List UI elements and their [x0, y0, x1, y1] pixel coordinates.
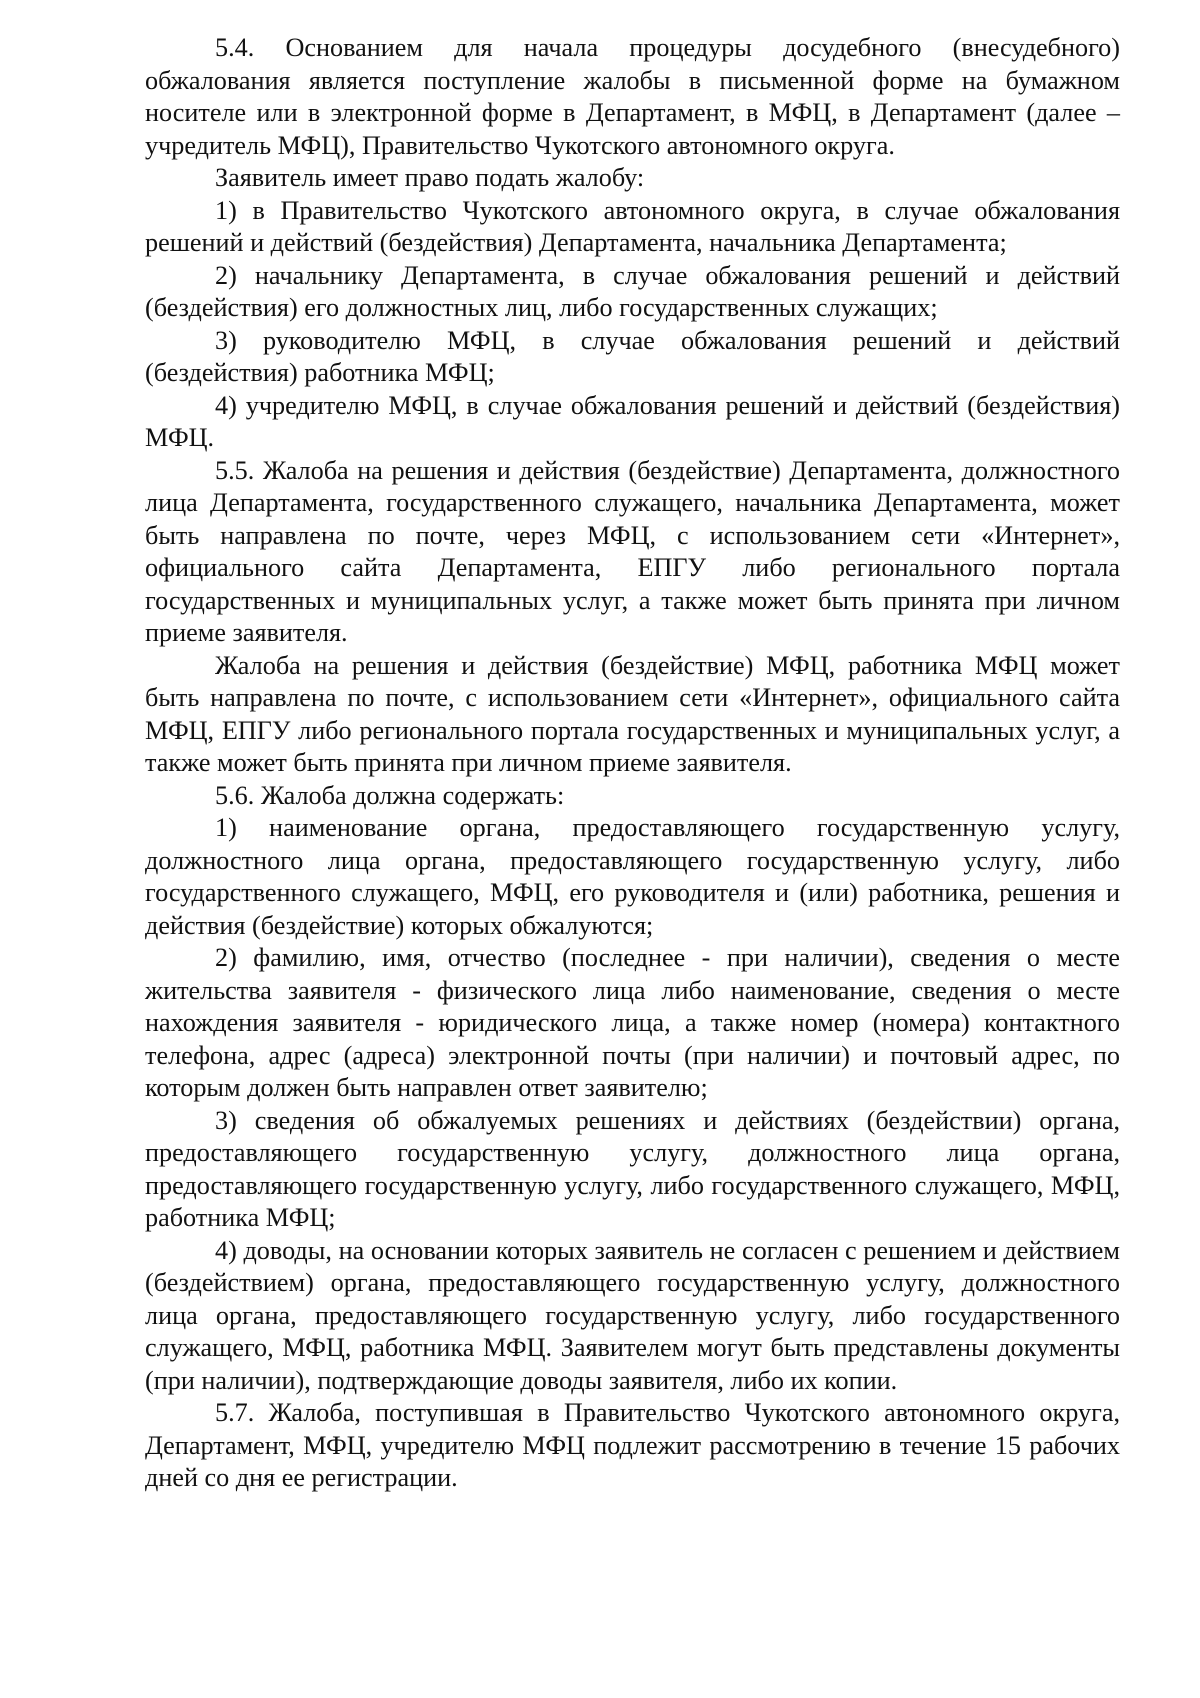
paragraph-content-item-1: 1) наименование органа, предоставляющего государственную услугу, должностного лица органа, предоставляющего государственную услугу, либо государственного служащего, МФЦ, его руководителя и (или) работника, решения и действия (бездействие) которых обжалуются;	[145, 813, 1120, 940]
paragraph-5-4: 5.4. Основанием для начала процедуры досудебного (внесудебного) обжалования является поступление жалобы в письменной форме на бумажном носителе или в электронной форме в Департамент, в МФЦ, в Департамент (далее – учредитель МФЦ), Правительство Чукотского автономного округа.	[145, 33, 1120, 160]
paragraph-right-item-1: 1) в Правительство Чукотского автономного округа, в случае обжалования решений и действий (бездействия) Департамента, начальника Департамента;	[145, 195, 1120, 257]
paragraph-applicant-right: Заявитель имеет право подать жалобу:	[215, 163, 645, 192]
paragraph-content-item-4: 4) доводы, на основании которых заявитель не согласен с решением и действием (бездействием) органа, предоставляющего государственную услугу, должностного лица органа, предоставляющего государственную услугу, либо государственного служащего, МФЦ, работника МФЦ. Заявителем могут быть представлены документы (при наличии), подтверждающие доводы заявителя, либо их копии.	[145, 1235, 1120, 1395]
paragraph-right-item-2: 2) начальнику Департамента, в случае обжалования решений и действий (бездействия) его должностных лиц, либо государственных служащих;	[145, 260, 1120, 322]
paragraph-right-item-3: 3) руководителю МФЦ, в случае обжалования решений и действий (бездействия) работника МФЦ;	[145, 325, 1120, 387]
paragraph-content-item-2: 2) фамилию, имя, отчество (последнее - при наличии), сведения о месте жительства заявителя - физического лица либо наименование, сведения о месте нахождения заявителя - юридического лица, а также номер (номера) контактного телефона, адрес (адреса) электронной почты (при наличии) и почтовый адрес, по которым должен быть направлен ответ заявителю;	[145, 943, 1120, 1102]
document-body	[145, 32, 1120, 1495]
paragraph-5-6: 5.6. Жалоба должна содержать:	[215, 780, 565, 810]
paragraph-mfc-complaint: Жалоба на решения и действия (бездействие) МФЦ, работника МФЦ может быть направлена по почте, с использованием сети «Интернет», официального сайта МФЦ, ЕПГУ либо регионального портала государственных и муниципальных услуг, а также может быть принята при личном приеме заявителя.	[145, 650, 1120, 777]
paragraph-content-item-3: 3) сведения об обжалуемых решениях и действиях (бездействии) органа, предоставляющего государственную услугу, должностного лица органа, предоставляющего государственную услугу, либо государственного служащего, МФЦ, работника МФЦ;	[145, 1105, 1120, 1232]
paragraph-right-item-4: 4) учредителю МФЦ, в случае обжалования решений и действий (бездействия) МФЦ.	[145, 390, 1120, 452]
paragraph-5-7: 5.7. Жалоба, поступившая в Правительство Чукотского автономного округа, Департамент, МФЦ, учредителю МФЦ подлежит рассмотрению в течение 15 рабочих дней со дня ее регистрации.	[145, 1398, 1120, 1492]
paragraph-5-5: 5.5. Жалоба на решения и действия (бездействие) Департамента, должностного лица Департамента, государственного служащего, начальника Департамента, может быть направлена по почте, через МФЦ, с использованием сети «Интернет», официального сайта Департамента, ЕПГУ либо регионального портала государственных и муниципальных услуг, а также может быть принята при личном приеме заявителя.	[145, 455, 1120, 647]
